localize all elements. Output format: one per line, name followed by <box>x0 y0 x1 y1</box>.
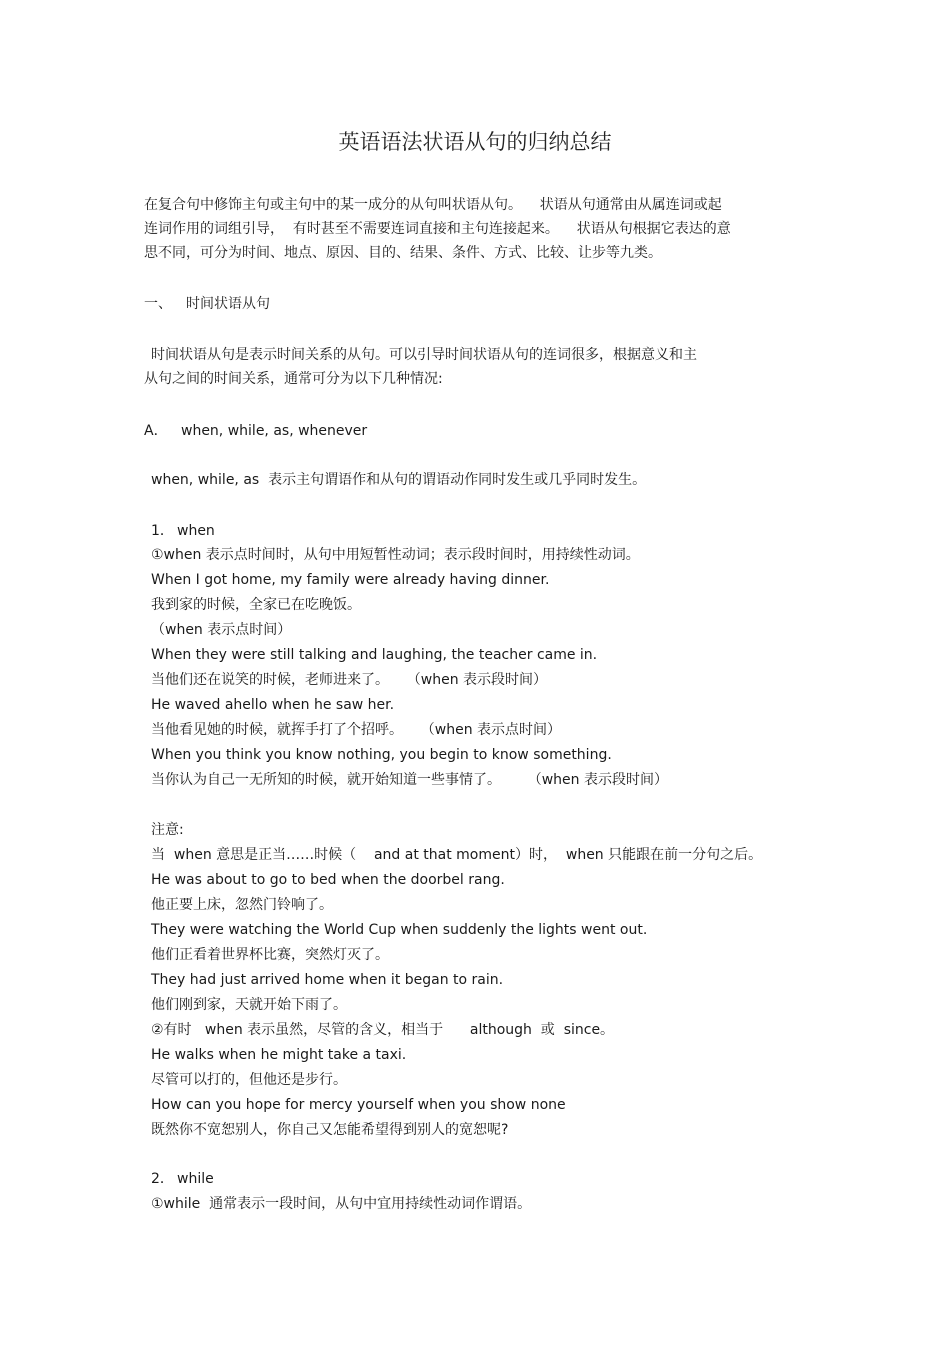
subsection-desc: when, while, as 表示主句谓语作和从句的谓语动作同时发生或几乎同时发生。 <box>151 472 647 488</box>
translation-line: 当他看见她的时候，就挥手打了个招呼。 （when 表示点时间） <box>151 722 562 738</box>
subsection-label: A． <box>144 423 168 439</box>
example-sentence: When you think you know nothing, you begin to know something. <box>151 747 612 763</box>
section-heading: 时间状语从句 <box>186 296 270 312</box>
section-desc-line: 时间状语从句是表示时间关系的从句。可以引导时间状语从句的连词很多，根据意义和主 <box>151 347 697 363</box>
translation-line: 当他们还在说笑的时候，老师进来了。 （when 表示段时间） <box>151 672 548 688</box>
body-line: ①while 通常表示一段时间，从句中宜用持续性动词作谓语。 <box>151 1196 532 1212</box>
note-label: 注意: <box>151 822 184 838</box>
translation-line: 我到家的时候，全家已在吃晚饭。 <box>151 597 361 613</box>
body-line: ②有时 when 表示虽然，尽管的含义，相当于 although 或 since。 <box>151 1022 615 1038</box>
example-sentence: He was about to go to bed when the doorbel rang. <box>151 872 505 888</box>
intro-line: 思不同，可分为时间、地点、原因、目的、结果、条件、方式、比较、让步等九类。 <box>144 245 662 261</box>
translation-line: 他正要上床，忽然门铃响了。 <box>151 897 333 913</box>
body-line: ①when 表示点时间时，从句中用短暂性动词；表示段时间时，用持续性动词。 <box>151 547 640 563</box>
page-title: 英语语法状语从句的归纳总结 <box>338 130 612 154</box>
body-line: 当 when 意思是正当……时候（ and at that moment）时， when 只能跟在前一分句之后。 <box>151 847 763 863</box>
example-sentence: When I got home, my family were already having dinner. <box>151 572 550 588</box>
item-number: 1． <box>151 523 174 539</box>
example-sentence: They were watching the World Cup when suddenly the lights went out. <box>151 922 648 938</box>
example-sentence: They had just arrived home when it began to rain. <box>151 972 504 988</box>
annotation-line: （when 表示点时间） <box>151 622 292 638</box>
example-sentence: How can you hope for mercy yourself when you show none <box>151 1097 566 1113</box>
section-desc-line: 从句之间的时间关系，通常可分为以下几种情况: <box>144 371 443 387</box>
subsection-heading: when, while, as, whenever <box>181 423 368 439</box>
translation-line: 他们正看着世界杯比赛，突然灯灭了。 <box>151 947 389 963</box>
example-sentence: When they were still talking and laughing, the teacher came in. <box>151 647 598 663</box>
translation-line: 当你认为自己一无所知的时候，就开始知道一些事情了。 （when 表示段时间） <box>151 772 668 788</box>
example-sentence: He walks when he might take a taxi. <box>151 1047 407 1063</box>
example-sentence: He waved ahello when he saw her. <box>151 697 395 713</box>
item-number: 2． <box>151 1171 174 1187</box>
intro-line: 连词作用的词组引导， 有时甚至不需要连词直接和主句连接起来。 状语从句根据它表达的意 <box>144 221 731 237</box>
section-number: 一、 <box>144 296 172 312</box>
item-heading: while <box>177 1171 214 1187</box>
item-heading: when <box>177 523 215 539</box>
intro-line: 在复合句中修饰主句或主句中的某一成分的从句叫状语从句。 状语从句通常由从属连词或起 <box>144 197 722 213</box>
translation-line: 尽管可以打的，但他还是步行。 <box>151 1072 347 1088</box>
translation-line: 既然你不宽恕别人，你自己又怎能希望得到别人的宽恕呢? <box>151 1122 509 1138</box>
translation-line: 他们刚到家，天就开始下雨了。 <box>151 997 347 1013</box>
